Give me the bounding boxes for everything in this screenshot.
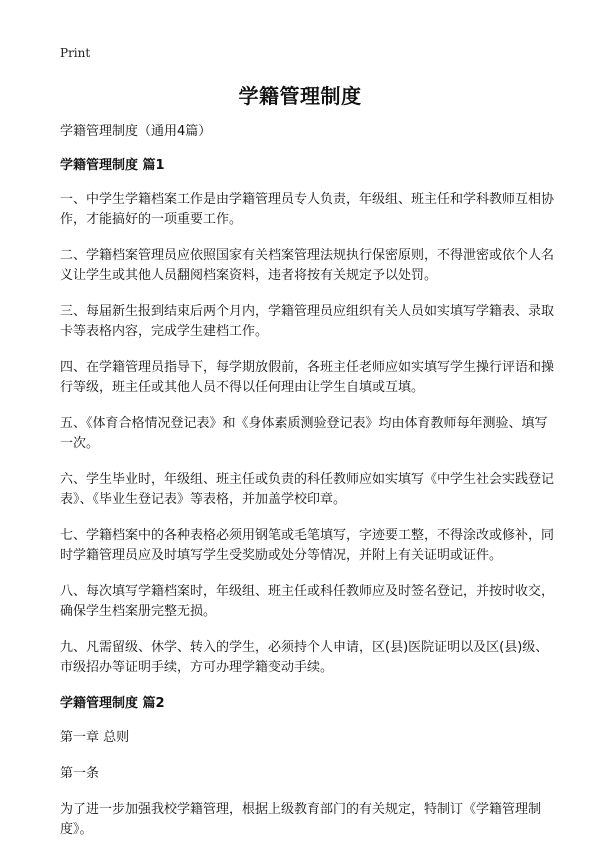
- section-1-paragraph: 六、学生毕业时，年级组、班主任或负责的科任教师应如实填写《中学生社会实践登记表》、《毕业生登记表》等表格，并加盖学校印章。: [60, 472, 555, 507]
- chapter-heading: 第一章 总则: [60, 730, 130, 745]
- article-heading: 第一条: [60, 766, 100, 781]
- section-1-paragraph: 三、每届新生报到结束后两个月内，学籍管理员应组织有关人员如实填写学籍表、录取卡等表格内容，完成学生建档工作。: [60, 304, 555, 339]
- page-title: 学籍管理制度: [238, 84, 362, 108]
- document-body: [60, 122, 560, 856]
- section-1-paragraph: 八、每次填写学籍档案时，年级组、班主任或科任教师应及时签名登记，并按时收交，确保学生档案册完整无损。: [60, 584, 555, 619]
- section-1-paragraph: 五、《体育合格情况登记表》和《身体素质测验登记表》均由体育教师每年测验、填写一次。: [60, 416, 548, 451]
- section-1-paragraph: 九、凡需留级、休学、转入的学生，必须持个人申请，区(县)医院证明以及区(县)级、市级招办等证明手续，方可办理学籍变动手续。: [60, 640, 549, 675]
- section-1-paragraph: 二、学籍档案管理员应依照国家有关档案管理法规执行保密原则，不得泄密或依个人名义让学生或其他人员翻阅档案资料，违者将按有关规定予以处罚。: [60, 248, 555, 283]
- section-2-paragraph: 为了进一步加强我校学籍管理，根据上级教育部门的有关规定，特制订《学籍管理制度》。: [60, 802, 542, 837]
- section-1-paragraph: 七、学籍档案中的各种表格必须用钢笔或毛笔填写，字迹要工整，不得涂改或修补，同时学籍管理员应及时填写学生受奖励或处分等情况，并附上有关证明或证件。: [60, 528, 555, 563]
- section-1-paragraph: 一、中学生学籍档案工作是由学籍管理员专人负责，年级组、班主任和学科教师互相协作，才能搞好的一项重要工作。: [60, 192, 555, 227]
- document-subtitle: 学籍管理制度（通用4篇）: [60, 124, 212, 139]
- section-1-heading: 学籍管理制度 篇1: [60, 158, 165, 173]
- print-link[interactable]: Print: [60, 46, 91, 60]
- section-2-heading: 学籍管理制度 篇2: [60, 696, 165, 711]
- section-1-paragraph: 四、在学籍管理员指导下，每学期放假前，各班主任老师应如实填写学生操行评语和操行等级，班主任或其他人员不得以任何理由让学生自填或互填。: [60, 360, 555, 395]
